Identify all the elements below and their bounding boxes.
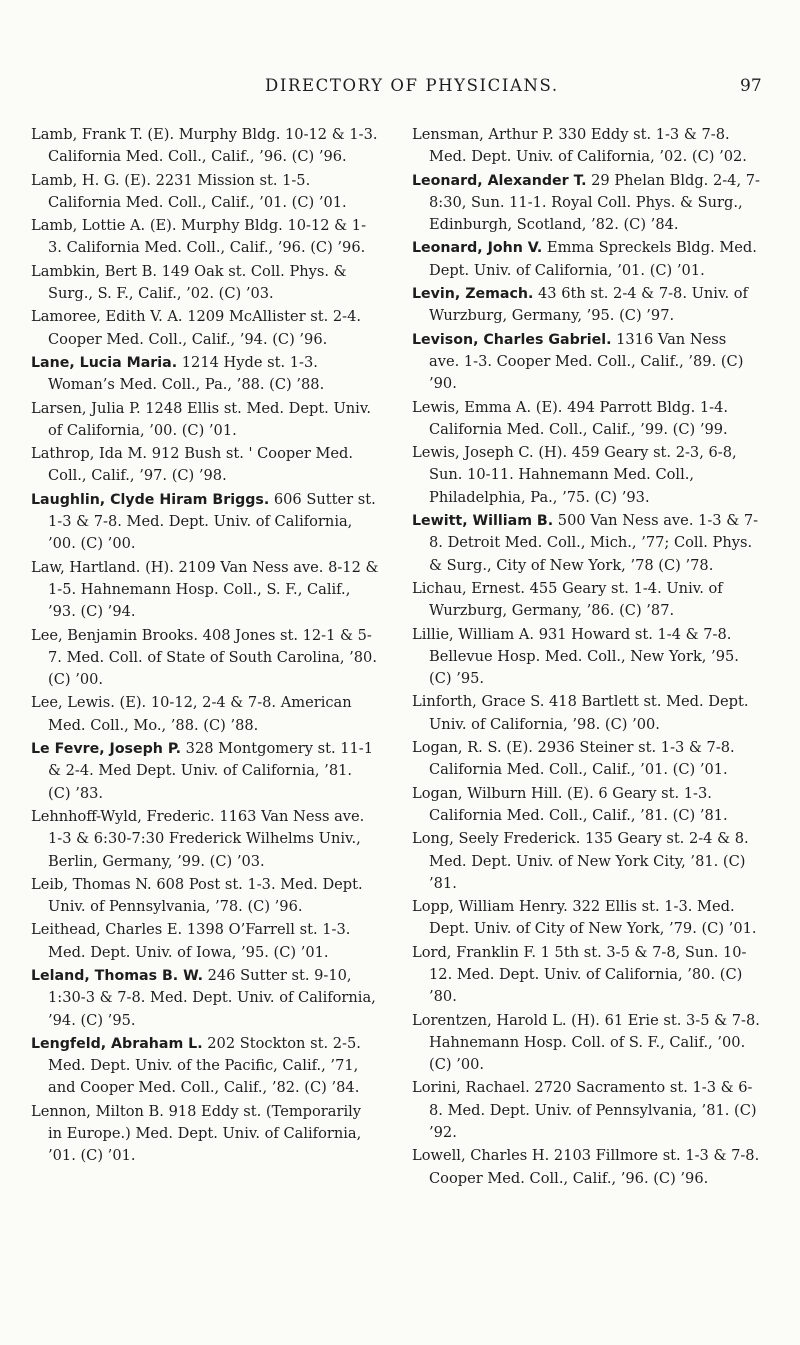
physician-details: (E). 6 Geary st. 1-3. California Med. Coll., Calif., ’81. (C) ’81. xyxy=(429,784,728,824)
physician-details: 1398 O’Farrell st. 1-3. Med. Dept. Univ. of Iowa, ’95. (C) ’01. xyxy=(48,921,351,961)
directory-entry xyxy=(31,398,379,443)
physician-details: 1316 Van Ness ave. 1-3. Cooper Med. Coll., Calif., ’89. (C) ’90. xyxy=(429,330,744,393)
physician-details: 149 Oak st. Coll. Phys. & Surg., S. F., Calif., ’02. (C) ’03. xyxy=(48,262,347,303)
directory-entry xyxy=(31,124,379,169)
physician-name: Linforth, Grace S. xyxy=(412,693,545,711)
physician-name: Lewis, Emma A. xyxy=(412,398,532,416)
directory-entry xyxy=(412,1145,760,1190)
physician-name: Lensman, Arthur P. xyxy=(412,126,554,143)
physician-name: Lamoree, Edith V. A. xyxy=(31,308,183,326)
directory-entry xyxy=(31,625,379,692)
physician-name: Lehnhoff-Wyld, Frederic. xyxy=(31,807,215,825)
physician-name: Long, Seely Frederick. xyxy=(412,830,581,848)
physician-details: 912 Bush st. ' Cooper Med. Coll., Calif., ’97. (C) ’98. xyxy=(48,445,354,485)
physician-name: Lichau, Ernest. xyxy=(412,579,525,597)
physician-details: 606 Sutter st. 1-3 & 7-8. Med. Dept. Univ. of California, ’00. (C) ’00. xyxy=(48,490,376,553)
physician-name: Lorini, Rachael. xyxy=(412,1079,530,1097)
physician-details: 1 5th st. 3-5 & 7-8, Sun. 10-12. Med. Dept. Univ. of California, ’80. (C) ’80. xyxy=(429,943,747,1006)
physician-name: Leithead, Charles E. xyxy=(31,921,183,939)
physician-details: 2720 Sacramento st. 1-3 & 6-8. Med. Dept. Univ. of Pennsylvania, ’81. (C) ’92. xyxy=(429,1079,757,1142)
directory-entry xyxy=(31,170,379,215)
directory-entry xyxy=(31,352,379,397)
physician-name: Lane, Lucia Maria. xyxy=(31,354,178,371)
physician-details: 202 Stockton st. 2-5. Med. Dept. Univ. of the Pacific, Calif., ’71, and Cooper Med. Coll., Calif., ’82. (C) ’84. xyxy=(48,1034,361,1097)
physician-name: Lee, Lewis. xyxy=(31,694,115,712)
physician-name: Leonard, John V. xyxy=(412,240,543,257)
page-header xyxy=(0,76,800,106)
physician-name: Laughlin, Clyde Hiram Briggs. xyxy=(31,491,270,508)
directory-entry xyxy=(412,1077,760,1144)
physician-details: 500 Van Ness ave. 1-3 & 7-8. Detroit Med. Coll., Mich., ’77; Coll. Phys. & Surg., City of New York, ’78 (C) ’78. xyxy=(429,512,759,574)
physician-name: Lamb, H. G. xyxy=(31,171,120,189)
physician-details: 246 Sutter st. 9-10, 1:30-3 & 7-8. Med. Dept. Univ. of California, ’94. (C) ’95. xyxy=(48,966,376,1029)
directory-entry xyxy=(412,942,760,1009)
directory-entry xyxy=(412,828,760,895)
physician-name: Lewitt, William B. xyxy=(412,513,554,530)
physician-name: Lathrop, Ida M. xyxy=(31,445,148,463)
physician-name: Leib, Thomas N. xyxy=(31,875,152,893)
directory-entry xyxy=(412,578,760,623)
directory-entry xyxy=(31,1033,379,1100)
physician-name: Lamb, Frank T. xyxy=(31,126,143,143)
directory-entry xyxy=(412,624,760,691)
directory-entry xyxy=(31,557,379,624)
physician-details: (E). Murphy Bldg. 10-12 & 1-3. California Med. Coll., Calif., ’96. (C) ’96. xyxy=(48,217,366,257)
directory-entry xyxy=(412,124,760,169)
physician-name: Lennon, Milton B. xyxy=(31,1102,164,1120)
left-column xyxy=(31,124,379,1169)
physician-name: Levin, Zemach. xyxy=(412,286,534,303)
directory-entry xyxy=(412,691,760,736)
physician-details: 418 Bartlett st. Med. Dept. Univ. of California, ’98. (C) ’00. xyxy=(429,693,749,733)
physician-details: (H). 61 Erie st. 3-5 & 7-8. Hahnemann Hosp. Coll. of S. F., Calif., ’00. (C) ’00. xyxy=(429,1011,760,1074)
physician-details: 931 Howard st. 1-4 & 7-8. Bellevue Hosp. Med. Coll., New York, ’95. (C) ’95. xyxy=(429,625,739,688)
physician-name: Lengfeld, Abraham L. xyxy=(31,1035,203,1052)
physician-details: (E). 10-12, 2-4 & 7-8. American Med. Coll., Mo., ’88. (C) ’88. xyxy=(48,694,352,734)
directory-entry xyxy=(412,783,760,828)
physician-name: Lopp, William Henry. xyxy=(412,898,568,916)
directory-entry xyxy=(412,397,760,442)
physician-details: 408 Jones st. 12-1 & 5-7. Med. Coll. of State of South Carolina, ’80. (C) ’00. xyxy=(48,626,377,689)
directory-entry xyxy=(412,510,760,577)
physician-details: (E). 2231 Mission st. 1-5. California Med. Coll., Calif., ’01. (C) ’01. xyxy=(48,171,347,211)
directory-entry xyxy=(31,965,379,1032)
directory-entry xyxy=(412,896,760,941)
physician-name: Lewis, Joseph C. xyxy=(412,444,534,462)
directory-entry xyxy=(412,237,760,282)
physician-details: 330 Eddy st. 1-3 & 7-8. Med. Dept. Univ. of California, ’02. (C) ’02. xyxy=(429,126,747,166)
directory-entry xyxy=(31,874,379,919)
physician-details: 2103 Fillmore st. 1-3 & 7-8. Cooper Med. Coll., Calif., ’96. (C) ’96. xyxy=(429,1147,760,1187)
physician-name: Lambkin, Bert B. xyxy=(31,262,157,280)
physician-name: Lorentzen, Harold L. xyxy=(412,1011,567,1029)
physician-name: Logan, R. S. xyxy=(412,739,502,757)
directory-entry xyxy=(412,1010,760,1077)
physician-name: Lee, Benjamin Brooks. xyxy=(31,626,199,644)
physician-name: Leland, Thomas B. W. xyxy=(31,967,203,984)
directory-entry xyxy=(412,170,760,237)
directory-entry xyxy=(31,692,379,737)
running-title: DIRECTORY OF PHYSICIANS. xyxy=(265,76,559,95)
physician-details: (E). Murphy Bldg. 10-12 & 1-3. California Med. Coll., Calif., ’96. (C) ’96. xyxy=(48,126,378,166)
directory-entry xyxy=(31,1101,379,1168)
physician-details: (E). 494 Parrott Bldg. 1-4. California Med. Coll., Calif., ’99. (C) ’99. xyxy=(429,398,729,438)
physician-details: 455 Geary st. 1-4. Univ. of Wurzburg, Germany, ’86. (C) ’87. xyxy=(429,579,723,620)
physician-name: Logan, Wilburn Hill. xyxy=(412,784,563,802)
directory-entry xyxy=(412,737,760,782)
directory-entry xyxy=(31,215,379,260)
physician-name: Lord, Franklin F. xyxy=(412,943,536,961)
directory-entry xyxy=(31,489,379,556)
physician-details: 1209 McAllister st. 2-4. Cooper Med. Coll., Calif., ’94. (C) ’96. xyxy=(48,308,362,348)
directory-entry xyxy=(412,283,760,328)
physician-details: 135 Geary st. 2-4 & 8. Med. Dept. Univ. of New York City, ’81. (C) ’81. xyxy=(429,830,749,892)
directory-entry xyxy=(31,306,379,351)
directory-entry xyxy=(31,806,379,873)
directory-entry xyxy=(31,261,379,306)
physician-details: (H). 459 Geary st. 2-3, 6-8, Sun. 10-11. Hahnemann Med. Coll., Philadelphia, Pa., ’75. (C) ’93. xyxy=(429,444,737,506)
physician-name: Larsen, Julia P. xyxy=(31,399,141,417)
directory-entry xyxy=(31,443,379,488)
physician-name: Levison, Charles Gabriel. xyxy=(412,331,612,348)
physician-name: Lowell, Charles H. xyxy=(412,1147,550,1165)
physician-name: Lillie, William A. xyxy=(412,625,535,643)
physician-details: Emma Spreckels Bldg. Med. Dept. Univ. of California, ’01. (C) ’01. xyxy=(429,239,757,279)
physician-details: 322 Ellis st. 1-3. Med. Dept. Univ. of City of New York, ’79. (C) ’01. xyxy=(429,898,757,938)
physician-details: (H). 2109 Van Ness ave. 8-12 & 1-5. Hahnemann Hosp. Coll., S. F., Calif., ’93. (C) ’94. xyxy=(48,558,379,621)
right-column xyxy=(412,124,760,1191)
physician-details: 608 Post st. 1-3. Med. Dept. Univ. of Pennsylvania, ’78. (C) ’96. xyxy=(48,875,363,916)
directory-entry xyxy=(31,738,379,805)
physician-name: Lamb, Lottie A. xyxy=(31,217,146,235)
physician-name: Law, Hartland. xyxy=(31,558,141,576)
physician-details: (E). 2936 Steiner st. 1-3 & 7-8. California Med. Coll., Calif., ’01. (C) ’01. xyxy=(429,739,735,779)
physician-details: 43 6th st. 2-4 & 7-8. Univ. of Wurzburg, Germany, ’95. (C) ’97. xyxy=(429,285,748,325)
page-number: 97 xyxy=(740,76,762,96)
physician-details: 328 Montgomery st. 11-1 & 2-4. Med Dept. Univ. of California, ’81. (C) ’83. xyxy=(48,740,374,802)
physician-details: 29 Phelan Bldg. 2-4, 7-8:30, Sun. 11-1. Royal Coll. Phys. & Surg., Edinburgh, Scotland, ’82. (C) ’84. xyxy=(429,171,760,234)
directory-entry xyxy=(412,329,760,396)
physician-name: Le Fevre, Joseph P. xyxy=(31,741,182,758)
directory-entry xyxy=(412,442,760,509)
physician-details: 1248 Ellis st. Med. Dept. Univ. of California, ’00. (C) ’01. xyxy=(48,399,371,439)
physician-details: 1163 Van Ness ave. 1-3 & 6:30-7:30 Frederick Wilhelms Univ., Berlin, Germany, ’99. (C) ’03. xyxy=(48,807,365,870)
physician-details: 1214 Hyde st. 1-3. Woman’s Med. Coll., Pa., ’88. (C) ’88. xyxy=(48,353,325,394)
physician-details: 918 Eddy st. (Temporarily in Europe.) Med. Dept. Univ. of California, ’01. (C) ’01. xyxy=(48,1102,362,1165)
directory-entry xyxy=(31,919,379,964)
physician-name: Leonard, Alexander T. xyxy=(412,172,587,189)
